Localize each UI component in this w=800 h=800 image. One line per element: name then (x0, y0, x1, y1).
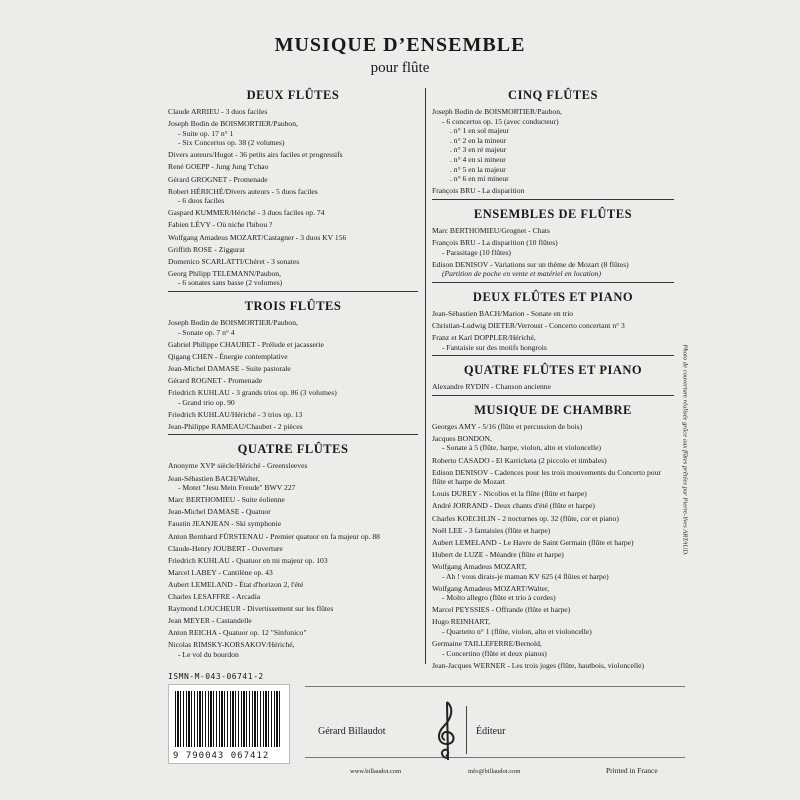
work-title: - Chats (526, 225, 550, 235)
composer-name: François BRU (432, 237, 476, 247)
right-column (432, 88, 674, 677)
composer-name: Marc BERTHOMIEU/Grognet (432, 225, 527, 235)
section-heading: DEUX FLÛTES ET PIANO (472, 289, 634, 304)
work-title: - 5/16 (flûte et percussion de bois) (476, 421, 583, 431)
work-title: - El Karricketa (2 piccolo et timbales) (489, 455, 607, 465)
catalog-entry (432, 562, 674, 581)
work-note: (Partition de poche en vente et matériel en location) (442, 269, 601, 279)
catalog-entry (168, 616, 418, 626)
work-subitem: - Fantaisie sur des motifs hongrois (442, 342, 547, 352)
catalog-entry (168, 233, 418, 243)
catalog-entry (432, 639, 674, 658)
section-ensembles-de-fl-tes (432, 207, 674, 283)
catalog-entry (432, 550, 674, 560)
work-subitem: - 6 concertos op. 15 (avec conducteur) (442, 116, 559, 126)
work-title: - La disparition (475, 186, 525, 196)
section-heading: MUSIQUE DE CHAMBRE (474, 402, 632, 417)
work-title: - Variations sur un thème de Mozart (8 flûtes) (488, 259, 629, 269)
section-rule (432, 395, 674, 396)
work-subitem: . n° 6 en mi mineur (450, 174, 509, 184)
section-rule (432, 199, 674, 200)
work-title: - Prélude et jacasserie (255, 339, 324, 349)
composer-name: Fabien LÉVY (168, 220, 211, 230)
composer-name: René GOEPP (168, 162, 210, 172)
work-title: - 36 petits airs faciles et progressifs (233, 150, 343, 160)
composer-name: Gabriel Philippe CHAUBET (168, 339, 256, 349)
work-title: - 3 sonates (264, 256, 300, 266)
work-title: - Castandelle (209, 616, 252, 626)
catalog-entry (168, 318, 418, 337)
composer-name: Georges AMY (432, 421, 477, 431)
section-quatre-fl-tes (168, 442, 418, 659)
composer-name: Anton Bernhard FÜRSTENAU (168, 531, 264, 541)
publisher-name: Gérard Billaudot (318, 726, 386, 737)
catalog-entry (432, 422, 674, 432)
section-deux-fl-tes (168, 88, 418, 292)
work-title: - État d'horizon 2, l'été (232, 579, 304, 589)
composer-name: Hugo REINHART, (432, 617, 491, 627)
work-subitem: - Quartetto n° 1 (flûte, violon, alto et violoncelle) (442, 626, 592, 636)
work-subitem: - Grand trio op. 90 (178, 397, 235, 407)
catalog-entry (168, 410, 418, 420)
catalog-entry (168, 220, 418, 230)
work-title: - Deux chants d'été (flûte et harpe) (487, 501, 595, 511)
work-title: - 3 duos KV 156 (293, 232, 347, 242)
work-title: - 3 duos faciles op. 74 (255, 208, 325, 218)
composer-name: Aubert LEMELAND (168, 579, 233, 589)
composer-name: Charles LESAFFRE (168, 591, 231, 601)
catalog-entry (432, 382, 674, 392)
catalog-entry (168, 519, 418, 529)
catalog-entry (168, 628, 418, 638)
section-deux-fl-tes-et-piano (432, 290, 674, 356)
work-title: - Promenade (227, 174, 268, 184)
section-heading: ENSEMBLES DE FLÛTES (473, 206, 633, 221)
composer-name: Claude-Henry JOUBERT (168, 543, 246, 553)
work-title: - Chanson ancienne (489, 382, 551, 392)
work-title: - Greensleeves (260, 461, 308, 471)
section-rule (432, 355, 674, 356)
catalog-entry (432, 468, 674, 487)
website-link[interactable]: www.billaudot.com (350, 768, 402, 775)
work-subitem: - Le vol du bourdon (178, 649, 239, 659)
barcode (168, 684, 290, 764)
email-link[interactable]: info@billaudot.com (468, 768, 521, 775)
composer-name: Friedrich KUHLAU/Hériché (168, 409, 256, 419)
work-title: - Promenade (221, 375, 263, 385)
composer-name: Jean-Jacques WERNER (432, 660, 506, 670)
catalog-entry (432, 538, 674, 548)
section-heading: QUATRE FLÛTES (237, 442, 349, 457)
catalog-entry (432, 661, 674, 671)
work-subitem: - Suite op. 17 n° 1 (178, 128, 234, 138)
work-subitem: - 6 sonates sans basse (2 volumes) (178, 278, 283, 288)
barcode-digits: 9 790043 067412 (173, 751, 270, 761)
catalog-entry (168, 474, 418, 493)
work-title: - La disparition (10 flûtes) (475, 237, 558, 247)
work-title: - Jung Jung T'chao (209, 162, 269, 172)
catalog-entry (168, 640, 418, 659)
catalog-entry (168, 175, 418, 185)
catalog-entry (168, 150, 418, 160)
composer-name: Faustin JEANJEAN (168, 519, 230, 529)
left-column (168, 88, 418, 667)
work-title: - Ouverture (245, 543, 283, 553)
composer-name: Claude ARRIEU (168, 107, 220, 116)
catalog-entry (168, 532, 418, 542)
catalog-entry (432, 107, 674, 184)
composer-name: Domenico SCARLATTI/Chéret (168, 256, 265, 266)
work-title: - Énergie contemplative (212, 351, 288, 361)
work-title: - Cadences pour les trois mouvements du Concerto pour flûte et harpe de Mozart (432, 467, 661, 487)
composer-name: Robert HÉRICHÉ/Divers auteurs (168, 186, 270, 196)
catalog-entry (168, 544, 418, 554)
composer-name: Gaspard KUMMER/Hériché (168, 208, 256, 218)
catalog-entry (168, 364, 418, 374)
work-subitem: - Ah ! vous dirais-je maman KV 625 (4 flûtes et harpe) (442, 571, 609, 581)
composer-name: Edison DENISOV (432, 259, 489, 269)
work-title: - 2 pièces (271, 421, 303, 431)
composer-name: Gérard ROGNET (168, 375, 222, 385)
catalog-entry (168, 208, 418, 218)
catalog-entry (432, 617, 674, 636)
work-subitem: - Parasitage (10 flûtes) (442, 247, 511, 257)
catalog-entry (168, 340, 418, 350)
work-subitem: - Sonate à 5 (flûte, harpe, violon, alto et violoncelle) (442, 443, 601, 453)
composer-name: Joseph Bodin de BOISMORTIER/Paubon, (168, 119, 298, 129)
catalog-entry (168, 495, 418, 505)
catalog-entry (432, 309, 674, 319)
composer-name: Charles KOECHLIN (432, 513, 496, 523)
composer-name: Joseph Bodin de BOISMORTIER/Paubon, (168, 318, 298, 327)
work-title: - Concerto concertant n° 3 (542, 320, 625, 330)
work-title: - Offrande (flûte et harpe) (489, 605, 571, 615)
composer-name: Franz et Karl DOPPLER/Hériché, (432, 333, 536, 342)
logo-divider (466, 706, 467, 754)
composer-name: Nicolas RIMSKY-KORSAKOV/Hériché, (168, 640, 295, 650)
composer-name: Jean-Sébastien BACH/Walter, (168, 473, 260, 483)
work-title: - 3 fantaisies (flûte et harpe) (462, 525, 551, 535)
composer-name: Jean-Michel DAMASE (168, 363, 240, 373)
work-title: - Quatuor (239, 507, 271, 517)
work-subitem: - Concertino (flûte et deux pianos) (442, 648, 547, 658)
catalog-entry (432, 526, 674, 536)
section-quatre-fl-tes-et-piano (432, 363, 674, 396)
composer-name: Jean MEYER (168, 616, 210, 626)
catalog-entry (168, 245, 418, 255)
section-heading: QUATRE FLÛTES ET PIANO (463, 363, 643, 378)
catalog-entry (432, 260, 674, 279)
work-title: - Où niche l'hibou ? (210, 220, 273, 230)
catalog-entry (168, 556, 418, 566)
work-title: - Ski symphonie (229, 519, 282, 529)
composer-name: Edison DENISOV (432, 467, 489, 477)
catalog-entry (168, 162, 418, 172)
section-rule (432, 282, 674, 283)
work-title: - 3 grands trios op. 86 (3 volumes) (229, 388, 337, 398)
work-title: - Quatuor op. 12 "Sinfonico" (216, 628, 307, 638)
work-subitem: - Sonate op. 7 n° 4 (178, 327, 235, 337)
composer-name: Jean-Michel DAMASE (168, 507, 240, 517)
work-title: - Sonate en trio (524, 308, 574, 318)
composer-name: Joseph Bodin de BOISMORTIER/Paubon, (432, 107, 562, 116)
catalog-entry (432, 226, 674, 236)
catalog-entry (432, 584, 674, 603)
section-heading: CINQ FLÛTES (508, 88, 598, 102)
composer-name: Noël LEE (432, 525, 463, 535)
catalog-entry (168, 507, 418, 517)
composer-name: Wolfgang Amadeus MOZART/Castagner (168, 232, 294, 242)
composer-name: Gérard GROGNET (168, 174, 228, 184)
work-title: - Quatuor en mi majeur op. 103 (229, 555, 328, 565)
publisher-box (305, 686, 685, 758)
work-title: - Le Havre de Saint Germain (flûte et harpe) (496, 537, 634, 547)
catalog-entry (432, 514, 674, 524)
work-subitem: - Six Concertos op. 38 (2 volumes) (178, 138, 285, 148)
photo-credit-note: Photo de couverture réalisée grâce aux flûtes prêtées par Pierre-Yves ARTAUD. (681, 344, 689, 556)
catalog-entry (168, 107, 418, 117)
catalog-entry (168, 388, 418, 407)
composer-name: Germaine TAILLEFERRE/Bernold, (432, 639, 542, 649)
composer-name: Marc BERTHOMIEU (168, 495, 236, 505)
work-subitem: . n° 3 en ré majeur (450, 145, 507, 155)
catalog-entry (168, 580, 418, 590)
composer-name: Raymond LOUCHEUR (168, 604, 241, 614)
work-title: - 3 trios op. 13 (255, 409, 303, 419)
composer-name: Friedrich KUHLAU (168, 555, 230, 565)
section-rule (168, 291, 418, 292)
work-title: - Cantilène op. 43 (216, 567, 273, 577)
work-title: - 5 duos faciles (269, 186, 318, 196)
catalog-entry (168, 604, 418, 614)
work-subitem: . n° 4 en si mineur (450, 154, 506, 164)
composer-name: Jean-Sébastien BACH/Marion (432, 308, 525, 318)
work-subitem: . n° 2 en la mineur (450, 135, 507, 145)
section-musique-de-chambre (432, 403, 674, 671)
composer-name: Louis DUREY (432, 489, 478, 499)
ismn-code: ISMN-M-043-06741-2 (168, 672, 264, 681)
catalog-entry (168, 422, 418, 432)
composer-name: Jean-Philippe RAMEAU/Chaubet (168, 421, 272, 431)
catalog-entry (432, 321, 674, 331)
section-heading: DEUX FLÛTES (246, 88, 340, 102)
catalog-entry (168, 269, 418, 288)
printed-in: Printed in France (606, 766, 658, 775)
catalog-entry (168, 352, 418, 362)
composer-name: Wolfgang Amadeus MOZART, (432, 561, 527, 571)
work-title: - Divertissement sur les flûtes (240, 604, 334, 614)
catalog-entry (168, 592, 418, 602)
section-heading: TROIS FLÛTES (244, 299, 342, 313)
catalog-entry (432, 238, 674, 257)
work-title: - Les trois juges (flûte, hautbois, violoncelle) (505, 660, 645, 670)
work-subitem: - Motet "Jesu Mein Freude" BWV 227 (178, 483, 296, 493)
composer-name: Qigang CHEN (168, 351, 213, 361)
catalog-entry (432, 186, 674, 196)
treble-clef-logo-icon (432, 700, 462, 762)
work-subitem: - 6 duos faciles (178, 196, 225, 206)
catalog-entry (432, 489, 674, 499)
section-rule (168, 434, 418, 435)
composer-name: Friedrich KUHLAU (168, 388, 230, 398)
page-title: MUSIQUE D’ENSEMBLE (274, 34, 526, 56)
composer-name: Anonyme XVIᵉ siècle/Hériché (168, 461, 261, 471)
composer-name: Georg Philipp TELEMANN/Paubon, (168, 268, 281, 278)
composer-name: Divers auteurs/Hugot (168, 150, 234, 160)
section-trois-fl-tes (168, 299, 418, 435)
composer-name: Aubert LEMELAND (432, 537, 497, 547)
composer-name: Marcel LABEY (168, 567, 217, 577)
composer-name: Anton REICHA (168, 628, 217, 638)
barcode-bars (175, 691, 281, 747)
publisher-editeur: Éditeur (476, 726, 506, 737)
composer-name: Alexandre RYDIN (432, 382, 490, 392)
column-divider (425, 88, 426, 664)
catalog-entry (168, 376, 418, 386)
work-title: - Premier quatuor en fa majeur op. 88 (263, 531, 380, 541)
work-title: - Méandre (flûte et harpe) (483, 549, 564, 559)
work-title: - 2 nocturnes op. 32 (flûte, cor et piano) (495, 513, 619, 523)
work-title: - Arcadia (230, 591, 261, 601)
catalog-entry (168, 461, 418, 471)
catalog-entry (432, 456, 674, 466)
page-subtitle: pour flûte (370, 60, 430, 76)
catalog-entry (168, 187, 418, 206)
composer-name: Griffith ROSE (168, 244, 213, 254)
composer-name: Christian-Ludwig DIETER/Verroust (432, 320, 543, 330)
work-subitem: . n° 1 en sol majeur (450, 126, 510, 136)
composer-name: André JORRAND (432, 501, 488, 511)
catalog-entry (168, 568, 418, 578)
catalog-entry (168, 257, 418, 267)
work-subitem: - Molto allegro (flûte et trio à cordes) (442, 593, 556, 603)
composer-name: Hubert de LUZE (432, 549, 484, 559)
work-subitem: . n° 5 en la majeur (450, 164, 506, 174)
catalog-entry (432, 333, 674, 352)
composer-name: Roberto CASADO (432, 455, 490, 465)
catalog-entry (432, 605, 674, 615)
work-title: - 3 duos faciles (219, 107, 268, 116)
work-title: - Nicolios et la flûte (flûte et harpe) (477, 489, 587, 499)
section-cinq-fl-tes (432, 88, 674, 200)
work-title: - Suite éolienne (235, 495, 285, 505)
composer-name: Jacques BONDON, (432, 433, 492, 443)
catalog-entry (168, 119, 418, 148)
catalog-entry (432, 501, 674, 511)
catalog-entry (432, 434, 674, 453)
work-title: - Suite pastorale (239, 363, 291, 373)
composer-name: François BRU (432, 186, 476, 196)
work-title: - Ziggurat (212, 244, 245, 254)
composer-name: Wolfgang Amadeus MOZART/Walter, (432, 583, 550, 593)
composer-name: Marcel PEYSSIES (432, 605, 490, 615)
